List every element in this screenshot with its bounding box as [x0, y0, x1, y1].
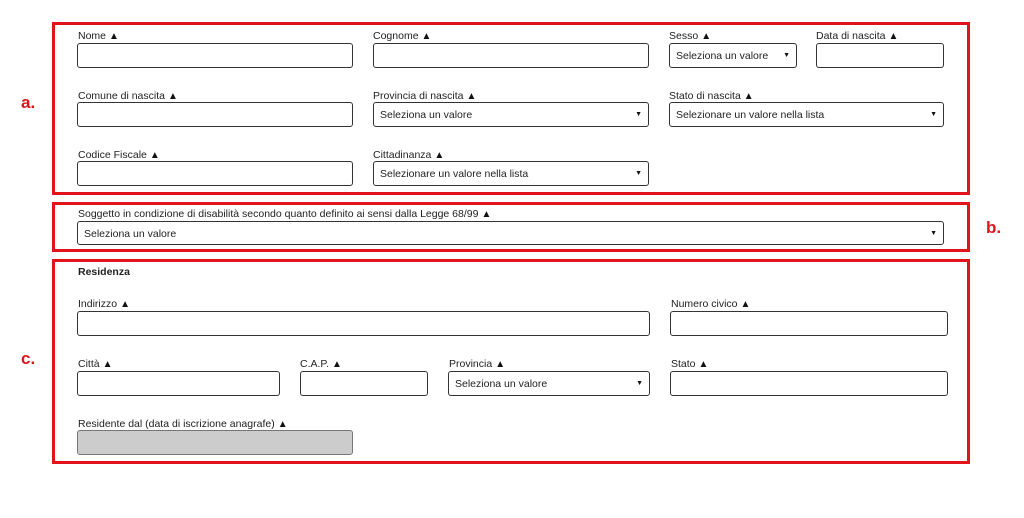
- cognome-label: Cognome ▲: [373, 30, 432, 42]
- caret-down-icon: ▼: [636, 380, 643, 387]
- warning-icon: ▲: [120, 299, 131, 310]
- warning-icon: ▲: [109, 31, 119, 42]
- citta-label: Città ▲: [78, 358, 113, 370]
- indirizzo-input[interactable]: [77, 311, 650, 336]
- warning-icon: ▲: [701, 31, 712, 42]
- stato-label: Stato ▲: [671, 358, 709, 370]
- cittadinanza-label: Cittadinanza ▲: [373, 149, 445, 161]
- indirizzo-label: Indirizzo ▲: [78, 298, 131, 310]
- data-nascita-input[interactable]: [816, 43, 944, 68]
- section-b-letter: b.: [986, 218, 1002, 237]
- disabilita-label: Soggetto in condizione di disabilità secondo quanto definito ai sensi dalla Legge 68/99 ▲: [78, 208, 492, 220]
- stato-nascita-label: Stato di nascita ▲: [669, 90, 754, 102]
- warning-icon: ▲: [743, 91, 754, 102]
- comune-nascita-input[interactable]: [77, 102, 353, 127]
- warning-icon: ▲: [434, 150, 445, 161]
- cap-label: C.A.P. ▲: [300, 358, 342, 370]
- caret-down-icon: ▼: [635, 111, 642, 118]
- warning-icon: ▲: [332, 359, 342, 370]
- data-nascita-label: Data di nascita ▲: [816, 30, 899, 42]
- warning-icon: ▲: [888, 31, 899, 42]
- codice-fiscale-input[interactable]: [77, 161, 353, 186]
- warning-icon: ▲: [740, 299, 751, 310]
- provincia-label: Provincia ▲: [449, 358, 506, 370]
- cognome-input[interactable]: [373, 43, 649, 68]
- warning-icon: ▲: [495, 359, 506, 370]
- cittadinanza-select[interactable]: Selezionare un valore nella lista ▼: [373, 161, 649, 186]
- provincia-select[interactable]: Seleziona un valore ▼: [448, 371, 650, 396]
- disabilita-select[interactable]: Seleziona un valore ▼: [77, 221, 944, 245]
- warning-icon: ▲: [421, 31, 432, 42]
- section-a-letter: a.: [21, 93, 36, 112]
- residente-dal-label: Residente dal (data di iscrizione anagrafe) ▲: [78, 418, 288, 430]
- provincia-nascita-label: Provincia di nascita ▲: [373, 90, 477, 102]
- nome-label: Nome ▲: [78, 30, 119, 42]
- codice-fiscale-label: Codice Fiscale ▲: [78, 149, 160, 161]
- sesso-label: Sesso ▲: [669, 30, 712, 42]
- stato-input[interactable]: [670, 371, 948, 396]
- residente-dal-input: [77, 430, 353, 455]
- warning-icon: ▲: [277, 419, 288, 430]
- provincia-nascita-select[interactable]: Seleziona un valore ▼: [373, 102, 649, 127]
- caret-down-icon: ▼: [930, 230, 937, 237]
- nome-input[interactable]: [77, 43, 353, 68]
- numero-civico-input[interactable]: [670, 311, 948, 336]
- numero-civico-label: Numero civico ▲: [671, 298, 751, 310]
- comune-nascita-label: Comune di nascita ▲: [78, 90, 178, 102]
- caret-down-icon: ▼: [783, 52, 790, 59]
- cap-input[interactable]: [300, 371, 428, 396]
- sesso-select[interactable]: Seleziona un valore ▼: [669, 43, 797, 68]
- warning-icon: ▲: [466, 91, 477, 102]
- section-c-letter: c.: [21, 349, 36, 368]
- warning-icon: ▲: [167, 91, 178, 102]
- caret-down-icon: ▼: [635, 170, 642, 177]
- warning-icon: ▲: [102, 359, 113, 370]
- caret-down-icon: ▼: [930, 111, 937, 118]
- warning-icon: ▲: [149, 150, 160, 161]
- warning-icon: ▲: [698, 359, 709, 370]
- stato-nascita-select[interactable]: Selezionare un valore nella lista ▼: [669, 102, 944, 127]
- citta-input[interactable]: [77, 371, 280, 396]
- residenza-title: Residenza: [78, 266, 130, 278]
- warning-icon: ▲: [481, 209, 492, 220]
